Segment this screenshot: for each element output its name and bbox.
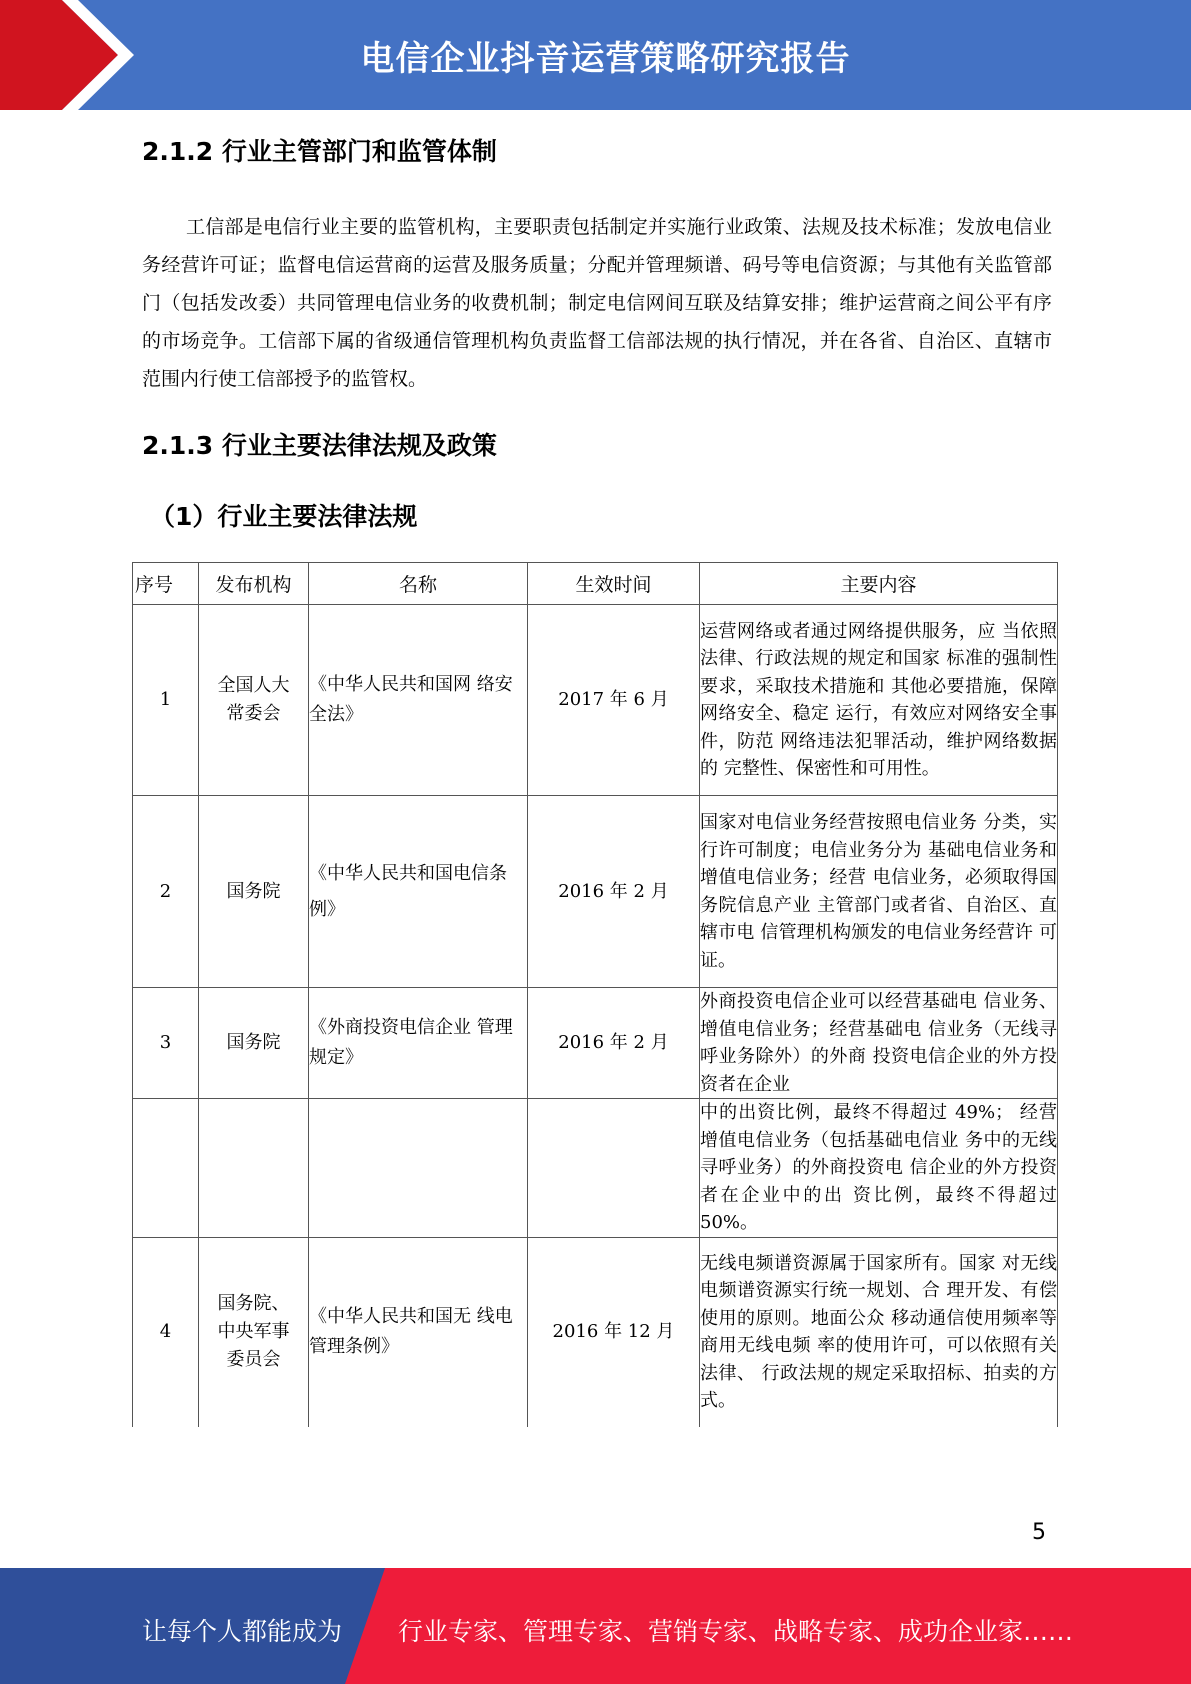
cell-issuer: 全国人大常委会 [199,605,309,796]
table-row [133,796,1058,988]
col-header-name: 名称 [309,563,528,605]
cell-name: 《中华人民共和国网 络安全法》 [309,605,528,796]
cell-date: 2016 年 2 月 [528,988,700,1099]
section-212-paragraph: 工信部是电信行业主要的监管机构，主要职责包括制定并实施行业政策、法规及技术标准；发放电信业务经营许可证；监督电信运营商的运营及服务质量；分配并管理频谱、码号等电信资源；与其他有关监管部门（包括发改委）共同管理电信业务的收费机制；制定电信网间互联及结算安排；维护运营商之间公平有序的市场竞争。工信部下属的省级通信管理机构负责监督工信部法规的执行情况，并在各省、自治区、直辖市范围内行使工信部授予的监管权。 [142,216,1052,390]
page-number: 5 [1032,1520,1046,1545]
section-heading-212: 2.1.2 行业主管部门和监管体制 [142,137,497,166]
cell-date: 2016 年 2 月 [528,796,700,988]
cell-issuer: 国务院 [199,796,309,988]
subheading-laws: （1）行业主要法律法规 [150,502,418,531]
cell-date [528,1099,700,1238]
col-header-content: 主要内容 [700,563,1058,605]
table-row [133,605,1058,796]
table-header-row [133,563,1058,605]
cell-content: 外商投资电信企业可以经营基础电 信业务、增值电信业务；经营基础电 信业务（无线寻呼业务除外）的外商 投资电信企业的外方投资者在企业 [700,988,1058,1099]
cell-content: 运营网络或者通过网络提供服务，应 当依照法律、行政法规的规定和国家 标准的强制性要求，采取技术措施和 其他必要措施，保障网络安全、稳定 运行，有效应对网络安全事件，防范 网络违法犯罪活动，维护网络数据的 完整性、保密性和可用性。 [700,605,1058,796]
section-heading-213: 2.1.3 行业主要法律法规及政策 [142,431,497,460]
cell-issuer: 国务院、中央军事委员会 [199,1237,309,1427]
cell-no: 1 [133,605,199,796]
footer-slogan-left: 让每个人都能成为 [142,1617,343,1646]
report-title: 电信企业抖音运营策略研究报告 [360,38,851,79]
cell-no: 4 [133,1237,199,1427]
col-header-issuer: 发布机构 [199,563,309,605]
laws-table [132,562,1058,1427]
cell-name [309,1099,528,1238]
cell-content: 中的出资比例，最终不得超过 49%； 经营增值电信业务（包括基础电信业 务中的无线寻呼业务）的外商投资电 信企业的外方投资者在企业中的出 资比例，最终不得超过 50%。 [700,1099,1058,1238]
cell-issuer [199,1099,309,1238]
footer-slogan-right: 行业专家、管理专家、营销专家、战略专家、成功企业家…… [398,1617,1074,1646]
cell-content: 国家对电信业务经营按照电信业务 分类，实行许可制度；电信业务分为 基础电信业务和增值电信业务；经营 电信业务，必须取得国务院信息产业 主管部门或者省、自治区、直辖市电 信管理机构颁发的电信业务经营许 可证。 [700,796,1058,988]
cell-date: 2016 年 12 月 [528,1237,700,1427]
col-header-date: 生效时间 [528,563,700,605]
cell-date: 2017 年 6 月 [528,605,700,796]
cell-content: 无线电频谱资源属于国家所有。国家 对无线电频谱资源实行统一规划、合 理开发、有偿使用的原则。地面公众 移动通信使用频率等商用无线电频 率的使用许可，可以依照有关法律、 行政法规的规定采取招标、拍卖的方 式。 [700,1237,1058,1427]
cell-name: 《外商投资电信企业 管理规定》 [309,988,528,1099]
table-row [133,1237,1058,1427]
cell-issuer: 国务院 [199,988,309,1099]
cell-name: 《中华人民共和国电信条例》 [309,796,528,988]
cell-no: 3 [133,988,199,1099]
cell-no: 2 [133,796,199,988]
cell-name: 《中华人民共和国无 线电管理条例》 [309,1237,528,1427]
col-header-no: 序号 [133,563,199,605]
table-row [133,1099,1058,1238]
table-row [133,988,1058,1099]
header-banner [0,0,1191,110]
cell-no [133,1099,199,1238]
